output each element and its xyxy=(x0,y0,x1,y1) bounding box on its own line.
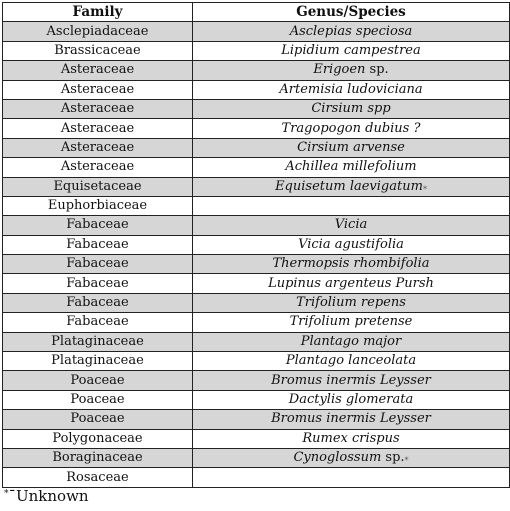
table-row xyxy=(3,196,510,215)
table-row xyxy=(3,138,510,157)
family-cell: Polygonaceae xyxy=(3,429,193,448)
genus-species-cell xyxy=(193,352,510,371)
table-row xyxy=(3,216,510,235)
genus-species-cell xyxy=(193,313,510,332)
genus-species-cell xyxy=(193,41,510,60)
genus-species-name: Erigoen xyxy=(313,62,366,78)
genus-species-cell xyxy=(193,177,510,196)
genus-species-cell xyxy=(193,196,510,215)
genus-species-cell xyxy=(193,216,510,235)
genus-species-name: Trifolium pretense xyxy=(289,314,413,330)
genus-species-cell xyxy=(193,448,510,467)
table-row xyxy=(3,235,510,254)
genus-species-name: Achillea millefolium xyxy=(285,159,417,175)
genus-species-suffix: sp. xyxy=(365,62,389,78)
family-cell: Asteraceae xyxy=(3,99,193,118)
genus-species-cell xyxy=(193,22,510,41)
genus-species-name: Cynoglossum xyxy=(293,450,382,466)
table-row xyxy=(3,371,510,390)
table-row xyxy=(3,80,510,99)
table-row xyxy=(3,22,510,41)
family-cell: Asteraceae xyxy=(3,158,193,177)
family-cell: Fabaceae xyxy=(3,216,193,235)
family-cell: Asclepiadaceae xyxy=(3,22,193,41)
table-row xyxy=(3,332,510,351)
unknown-asterisk: * xyxy=(404,456,409,466)
genus-species-cell xyxy=(193,371,510,390)
genus-species-cell xyxy=(193,429,510,448)
table-row xyxy=(3,352,510,371)
genus-species-name: Thermopsis rhombifolia xyxy=(272,256,430,272)
family-cell: Asteraceae xyxy=(3,80,193,99)
family-cell: Euphorbiaceae xyxy=(3,196,193,215)
table-row xyxy=(3,61,510,80)
table-row xyxy=(3,255,510,274)
genus-species-name: Asclepias speciosa xyxy=(289,23,413,39)
family-cell: Fabaceae xyxy=(3,235,193,254)
table-row xyxy=(3,468,510,487)
table-row xyxy=(3,158,510,177)
table-row xyxy=(3,177,510,196)
genus-species-name: Cirsium spp xyxy=(311,101,391,117)
table-row xyxy=(3,119,510,138)
species-table-body xyxy=(3,22,510,487)
genus-species-name: Plantago major xyxy=(300,333,402,349)
family-cell: Poaceae xyxy=(3,410,193,429)
genus-species-name: Trifolium repens xyxy=(296,295,406,311)
genus-species-name: Bromus inermis Leysser xyxy=(271,411,431,427)
family-cell: Fabaceae xyxy=(3,293,193,312)
footnote-text: ¯Unknown xyxy=(8,487,89,505)
genus-species-cell xyxy=(193,293,510,312)
genus-species-name: Plantago lanceolata xyxy=(285,353,417,369)
genus-species-name: Vicia agustifolia xyxy=(298,236,404,252)
genus-species-cell xyxy=(193,80,510,99)
family-cell: Poaceae xyxy=(3,371,193,390)
genus-species-name: Vicia xyxy=(334,217,368,233)
family-cell: Fabaceae xyxy=(3,313,193,332)
table-row xyxy=(3,293,510,312)
genus-species-cell xyxy=(193,274,510,293)
table-row xyxy=(3,274,510,293)
table-row xyxy=(3,448,510,467)
genus-species-cell xyxy=(193,235,510,254)
unknown-asterisk: * xyxy=(422,184,427,194)
genus-species-name: Rumex crispus xyxy=(302,430,400,446)
genus-species-name: Bromus inermis Leysser xyxy=(271,372,431,388)
genus-species-cell xyxy=(193,410,510,429)
family-header: Family xyxy=(3,3,193,22)
species-table-container xyxy=(2,2,509,488)
genus-species-cell xyxy=(193,332,510,351)
table-row xyxy=(3,390,510,409)
table-row xyxy=(3,41,510,60)
genus-species-header: Genus/Species xyxy=(193,3,510,22)
table-row xyxy=(3,99,510,118)
genus-species-cell xyxy=(193,158,510,177)
family-cell: Brassicaceae xyxy=(3,41,193,60)
family-cell: Asteraceae xyxy=(3,138,193,157)
genus-species-cell xyxy=(193,468,510,487)
family-cell: Equisetaceae xyxy=(3,177,193,196)
table-row xyxy=(3,429,510,448)
family-cell: Rosaceae xyxy=(3,468,193,487)
genus-species-cell xyxy=(193,390,510,409)
family-cell: Asteraceae xyxy=(3,119,193,138)
genus-species-cell xyxy=(193,138,510,157)
footnote xyxy=(4,486,89,506)
family-cell: Plataginaceae xyxy=(3,332,193,351)
genus-species-name: Equisetum laevigatum xyxy=(275,178,423,194)
genus-species-cell xyxy=(193,61,510,80)
table-row xyxy=(3,313,510,332)
family-cell: Boraginaceae xyxy=(3,448,193,467)
family-cell: Plataginaceae xyxy=(3,352,193,371)
genus-species-cell xyxy=(193,99,510,118)
genus-species-name: Dactylis glomerata xyxy=(288,392,414,407)
family-cell: Asteraceae xyxy=(3,61,193,80)
genus-species-cell xyxy=(193,255,510,274)
table-row xyxy=(3,410,510,429)
genus-species-suffix: sp. xyxy=(381,450,405,466)
table-header-row xyxy=(3,3,510,22)
genus-species-name: Artemisia ludoviciana xyxy=(279,81,423,97)
species-table xyxy=(2,2,510,488)
family-cell: Poaceae xyxy=(3,390,193,409)
footnote-mark: * xyxy=(4,489,9,499)
family-cell: Fabaceae xyxy=(3,255,193,274)
genus-species-name: Lupinus argenteus Pursh xyxy=(268,275,434,291)
genus-species-cell xyxy=(193,119,510,138)
genus-species-name: Tragopogon dubius ? xyxy=(281,120,421,136)
genus-species-name: Cirsium arvense xyxy=(297,139,405,155)
family-cell: Fabaceae xyxy=(3,274,193,293)
genus-species-name: Lipidium campestrea xyxy=(281,42,421,58)
